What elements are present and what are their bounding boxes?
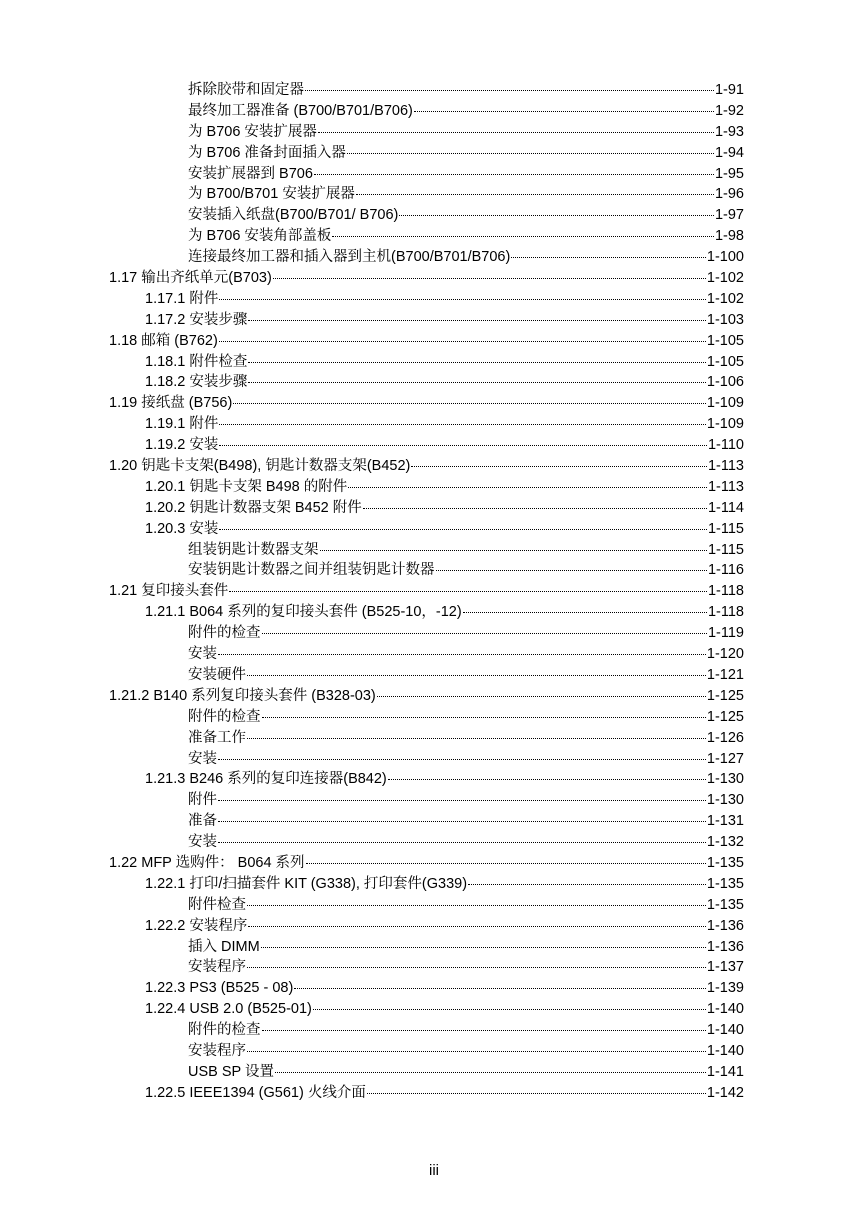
- toc-entry-page: 1-96: [714, 186, 744, 203]
- dot-leader: [306, 863, 706, 864]
- toc-entry[interactable]: [0, 122, 868, 143]
- toc-entry[interactable]: [0, 644, 868, 665]
- toc-entry-title: 附件检查: [188, 896, 246, 913]
- dot-leader: [248, 926, 706, 927]
- toc-entry[interactable]: [0, 101, 868, 122]
- toc-entry-title: 1.17 输出齐纸单元(B703): [109, 270, 272, 287]
- toc-entry-title: 1.20 钥匙卡支架(B498), 钥匙计数器支架(B452): [109, 458, 411, 475]
- dot-leader: [218, 654, 706, 655]
- toc-entry[interactable]: [0, 728, 868, 749]
- toc-entry[interactable]: [0, 916, 868, 937]
- toc-entry-title: 为 B706 安装扩展器: [188, 123, 317, 140]
- toc-entry-title: 为 B706 准备封面插入器: [188, 144, 346, 161]
- toc-entry[interactable]: [0, 205, 868, 226]
- toc-entry-title: 1.22.1 打印/扫描套件 KIT (G338), 打印套件(G339): [145, 875, 468, 892]
- dot-leader: [463, 612, 707, 613]
- toc-entry-title: 最终加工器准备 (B700/B701/B706): [188, 102, 413, 119]
- dot-leader: [314, 174, 714, 175]
- toc-entry[interactable]: [0, 790, 868, 811]
- toc-entry-page: 1-97: [714, 207, 744, 224]
- toc-entry-page: 1-126: [706, 729, 744, 746]
- toc-entry-page: 1-142: [706, 1084, 744, 1101]
- dot-leader: [347, 153, 714, 154]
- toc-entry-title: 1.19.2 安装: [145, 437, 219, 454]
- toc-entry-page: 1-94: [714, 144, 744, 161]
- dot-leader: [248, 320, 706, 321]
- toc-entry[interactable]: [0, 623, 868, 644]
- toc-entry[interactable]: [0, 372, 868, 393]
- dot-leader: [388, 779, 706, 780]
- toc-entry-title: 准备: [188, 813, 217, 830]
- toc-entry-page: 1-102: [706, 270, 744, 287]
- toc-entry-title: 1.20.3 安装: [145, 520, 219, 537]
- toc-entry-page: 1-109: [706, 395, 744, 412]
- dot-leader: [247, 905, 706, 906]
- toc-entry[interactable]: [0, 811, 868, 832]
- toc-entry-page: 1-135: [706, 896, 744, 913]
- dot-leader: [275, 1072, 706, 1073]
- toc-entry-title: 1.18.1 附件检查: [145, 353, 248, 370]
- toc-entry-title: 1.21.1 B064 系列的复印接头套件 (B525-10，-12): [145, 604, 462, 621]
- dot-leader: [348, 487, 707, 488]
- toc-entry[interactable]: [0, 749, 868, 770]
- toc-entry-page: 1-116: [707, 562, 744, 579]
- toc-entry-page: 1-136: [706, 917, 744, 934]
- toc-entry-page: 1-135: [706, 854, 744, 871]
- toc-entry-page: 1-100: [706, 249, 744, 266]
- toc-entry[interactable]: [0, 289, 868, 310]
- toc-entry-title: 附件的检查: [188, 625, 261, 642]
- toc-entry[interactable]: [0, 268, 868, 289]
- toc-entry-page: 1-120: [706, 646, 744, 663]
- toc-entry[interactable]: [0, 1041, 868, 1062]
- dot-leader: [436, 570, 707, 571]
- toc-entry[interactable]: [0, 184, 868, 205]
- toc-entry[interactable]: [0, 477, 868, 498]
- toc-entry-title: 1.22.4 USB 2.0 (B525-01): [145, 1001, 312, 1018]
- dot-leader: [218, 821, 706, 822]
- dot-leader: [219, 529, 707, 530]
- dot-leader: [247, 738, 706, 739]
- toc-entry-page: 1-139: [706, 980, 744, 997]
- dot-leader: [511, 257, 706, 258]
- toc-entry-title: 安装插入纸盘(B700/B701/ B706): [188, 207, 399, 224]
- dot-leader: [247, 1051, 706, 1052]
- toc-entry-title: 安装程序: [188, 959, 246, 976]
- dot-leader: [262, 1030, 706, 1031]
- toc-entry-page: 1-121: [706, 666, 744, 683]
- toc-entry-page: 1-118: [707, 604, 744, 621]
- toc-entry[interactable]: [0, 957, 868, 978]
- dot-leader: [363, 508, 707, 509]
- toc-entry[interactable]: [0, 978, 868, 999]
- toc-entry-page: 1-115: [707, 541, 744, 558]
- toc-entry-title: 1.22 MFP 选购件： B064 系列: [109, 854, 305, 871]
- toc-entry-page: 1-106: [706, 374, 744, 391]
- toc-entry-page: 1-98: [714, 228, 744, 245]
- toc-entry-page: 1-132: [706, 834, 744, 851]
- toc-entry-title: 附件: [188, 792, 217, 809]
- toc-entry-title: 1.22.2 安装程序: [145, 917, 248, 934]
- toc-entry-page: 1-103: [706, 311, 744, 328]
- toc-entry[interactable]: [0, 435, 868, 456]
- dot-leader: [218, 800, 706, 801]
- dot-leader: [318, 132, 714, 133]
- dot-leader: [247, 675, 706, 676]
- dot-leader: [305, 90, 714, 91]
- toc-entry-page: 1-135: [706, 875, 744, 892]
- toc-entry-page: 1-113: [707, 478, 744, 495]
- toc-entry-title: 1.20.2 钥匙计数器支架 B452 附件: [145, 499, 362, 516]
- toc-entry-title: 插入 DIMM: [188, 938, 260, 955]
- toc-entry-title: 安装硬件: [188, 666, 246, 683]
- toc-entry-title: 连接最终加工器和插入器到主机(B700/B701/B706): [188, 249, 511, 266]
- dot-leader: [411, 466, 707, 467]
- toc-entry-page: 1-110: [707, 437, 744, 454]
- toc-entry[interactable]: [0, 602, 868, 623]
- toc-entry-title: USB SP 设置: [188, 1063, 274, 1080]
- dot-leader: [262, 633, 707, 634]
- toc-entry-page: 1-125: [706, 708, 744, 725]
- toc-entry-page: 1-102: [706, 290, 744, 307]
- toc-entry-title: 1.17.1 附件: [145, 290, 219, 307]
- dot-leader: [218, 759, 706, 760]
- dot-leader: [233, 403, 706, 404]
- toc-entry-title: 安装: [188, 834, 217, 851]
- toc-entry-page: 1-114: [707, 499, 744, 516]
- toc-entry-title: 1.19.1 附件: [145, 416, 219, 433]
- toc-entry-page: 1-130: [706, 792, 744, 809]
- dot-leader: [248, 362, 706, 363]
- dot-leader: [229, 591, 707, 592]
- dot-leader: [294, 988, 706, 989]
- toc-entry-page: 1-91: [714, 82, 744, 98]
- toc-entry[interactable]: [0, 707, 868, 728]
- toc-entry-page: 1-105: [706, 332, 744, 349]
- dot-leader: [219, 445, 707, 446]
- toc-entry-title: 1.21 复印接头套件: [109, 583, 229, 600]
- dot-leader: [219, 341, 706, 342]
- toc-entry[interactable]: [0, 686, 868, 707]
- toc-entry[interactable]: [0, 247, 868, 268]
- dot-leader: [377, 696, 706, 697]
- toc-entry[interactable]: [0, 853, 868, 874]
- toc-entry-title: 安装: [188, 646, 217, 663]
- toc-entry[interactable]: [0, 581, 868, 602]
- toc-entry[interactable]: [0, 331, 868, 352]
- toc-entry-page: 1-140: [706, 1042, 744, 1059]
- toc-entry-page: 1-140: [706, 1001, 744, 1018]
- dot-leader: [332, 236, 714, 237]
- dot-leader: [414, 111, 714, 112]
- toc-entry-title: 1.21.2 B140 系列复印接头套件 (B328-03): [109, 687, 376, 704]
- dot-leader: [218, 842, 706, 843]
- dot-leader: [273, 278, 706, 279]
- toc-entry-title: 安装钥匙计数器之间并组装钥匙计数器: [188, 562, 435, 579]
- toc-entry-title: 1.18.2 安装步骤: [145, 374, 248, 391]
- toc-entry-title: 附件的检查: [188, 1022, 261, 1039]
- toc-entry[interactable]: [0, 310, 868, 331]
- toc-entry-title: 1.18 邮箱 (B762): [109, 332, 218, 349]
- toc-entry-title: 安装扩展器到 B706: [188, 165, 313, 182]
- toc-entry-title: 组装钥匙计数器支架: [188, 541, 319, 558]
- toc-entry-page: 1-119: [707, 625, 744, 642]
- toc-entry-title: 拆除胶带和固定器: [188, 82, 304, 98]
- dot-leader: [320, 550, 707, 551]
- toc-entry-title: 为 B706 安装角部盖板: [188, 228, 332, 245]
- toc-entry[interactable]: [0, 937, 868, 958]
- toc-entry-title: 附件的检查: [188, 708, 261, 725]
- dot-leader: [219, 424, 706, 425]
- toc-entry-page: 1-92: [714, 102, 744, 119]
- toc-entry-page: 1-136: [706, 938, 744, 955]
- toc-entry[interactable]: [0, 1083, 868, 1104]
- toc-entry-page: 1-130: [706, 771, 744, 788]
- toc-entry[interactable]: [0, 999, 868, 1020]
- dot-leader: [262, 717, 706, 718]
- toc-entry[interactable]: [0, 414, 868, 435]
- dot-leader: [356, 194, 714, 195]
- toc-entry-page: 1-109: [706, 416, 744, 433]
- toc-entry-page: 1-93: [714, 123, 744, 140]
- dot-leader: [399, 215, 714, 216]
- toc-entry[interactable]: [0, 80, 868, 101]
- toc-entry-title: 1.22.3 PS3 (B525 - 08): [145, 980, 294, 997]
- dot-leader: [367, 1093, 706, 1094]
- toc-entry-page: 1-125: [706, 687, 744, 704]
- toc-entry[interactable]: [0, 1020, 868, 1041]
- toc-entry-page: 1-127: [706, 750, 744, 767]
- page-number: iii: [429, 1162, 439, 1179]
- toc-entry-page: 1-141: [706, 1063, 744, 1080]
- toc-entry[interactable]: [0, 895, 868, 916]
- toc-entry[interactable]: [0, 456, 868, 477]
- toc-entry-page: 1-140: [706, 1022, 744, 1039]
- dot-leader: [247, 967, 706, 968]
- toc-entry-page: 1-137: [706, 959, 744, 976]
- toc-entry-page: 1-105: [706, 353, 744, 370]
- toc-entry-title: 为 B700/B701 安装扩展器: [188, 186, 355, 203]
- toc-entry[interactable]: [0, 498, 868, 519]
- toc-entry[interactable]: [0, 665, 868, 686]
- toc-entry[interactable]: [0, 832, 868, 853]
- dot-leader: [468, 884, 706, 885]
- toc-entry[interactable]: [0, 874, 868, 895]
- table-of-contents: [0, 80, 868, 1104]
- toc-entry-title: 安装: [188, 750, 217, 767]
- toc-entry[interactable]: [0, 393, 868, 414]
- toc-entry-page: 1-115: [707, 520, 744, 537]
- toc-entry[interactable]: [0, 226, 868, 247]
- toc-entry[interactable]: [0, 143, 868, 164]
- toc-entry-page: 1-113: [707, 458, 744, 475]
- toc-entry-page: 1-131: [706, 813, 744, 830]
- toc-entry[interactable]: [0, 519, 868, 540]
- toc-entry-page: 1-95: [714, 165, 744, 182]
- dot-leader: [313, 1009, 706, 1010]
- toc-entry[interactable]: [0, 540, 868, 561]
- dot-leader: [219, 299, 706, 300]
- toc-entry-title: 1.21.3 B246 系列的复印连接器(B842): [145, 771, 387, 788]
- dot-leader: [248, 382, 706, 383]
- toc-entry-title: 1.22.5 IEEE1394 (G561) 火线介面: [145, 1084, 366, 1101]
- toc-entry[interactable]: [0, 1062, 868, 1083]
- toc-entry-title: 准备工作: [188, 729, 246, 746]
- toc-entry-title: 1.17.2 安装步骤: [145, 311, 248, 328]
- toc-entry[interactable]: [0, 769, 868, 790]
- toc-entry-title: 1.19 接纸盘 (B756): [109, 395, 233, 412]
- toc-entry-title: 1.20.1 钥匙卡支架 B498 的附件: [145, 478, 348, 495]
- toc-entry[interactable]: [0, 352, 868, 373]
- toc-entry-page: 1-118: [707, 583, 744, 600]
- dot-leader: [261, 947, 706, 948]
- toc-entry[interactable]: [0, 164, 868, 185]
- toc-entry-title: 安装程序: [188, 1042, 246, 1059]
- toc-entry[interactable]: [0, 560, 868, 581]
